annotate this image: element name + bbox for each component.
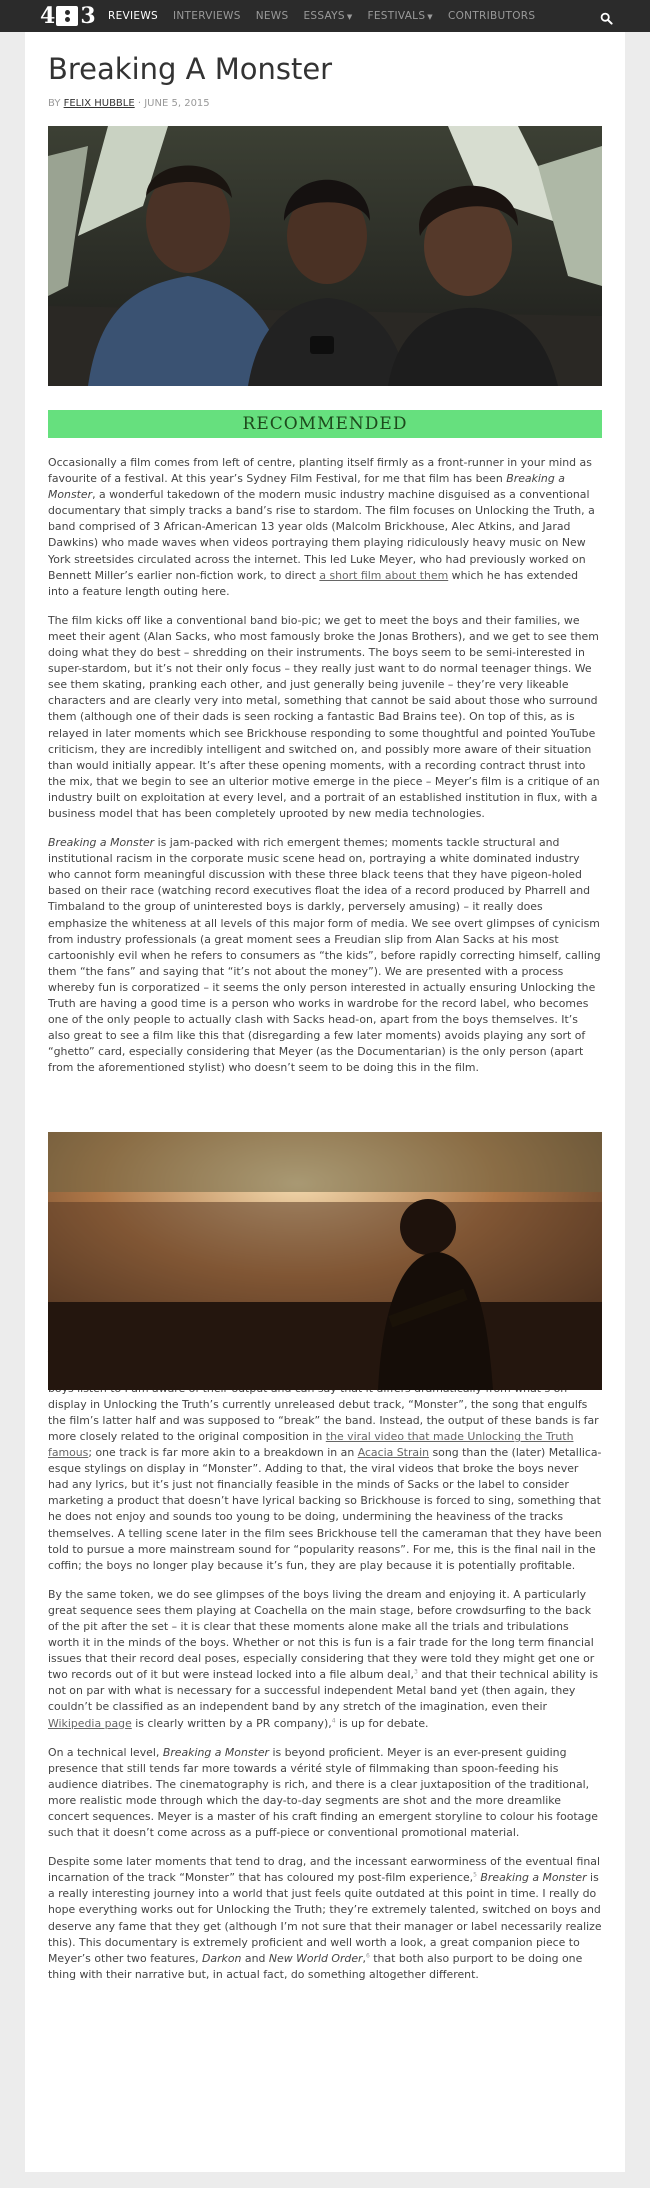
text-run: By the same token, we do see glimpses of the boys living the dream and enjoying it. A particularly great sequence sees them playing at Coachella on the main stage, before crowdsurfing to the back of the pit after the set – it is clear that these moments alone make all the trials and tribulations worth it in the minds of the boys. Whether or not this is fun is a fair trade for the long term financial issues that their record deal poses, especially considering that they were told they might get one or two records out of it but were instead locked into a file album deal, — [48, 1587, 595, 1682]
inline-link[interactable]: Wikipedia page — [48, 1716, 132, 1730]
paragraph-3 — [48, 835, 602, 1076]
nav-item-label: FESTIVALS — [367, 10, 426, 22]
main-nav — [108, 0, 550, 32]
emphasis-text: Darkon — [202, 1951, 242, 1965]
text-run: song than the (later) Metallica-esque stylings on display in “Monster”. Adding to that, the viral videos that broke the boys never had any lyrics, but it’s just not financially feasible in the minds of Sacks or the label to consider marketing a product that doesn’t have lyrical backing so Brickhouse is forced to sing, something that he does not enjoy and sounds too young to be doing, undermining the heaviness of the tracks themselves. A telling scene later in the film sees Brickhouse tell the cameraman that they have been told to pursue a more mainstream sound for “popularity reasons”. For me, this is the final nail in the coffin; the boys no longer play because it’s fun, they are play because it is potentially profitable. — [48, 1446, 602, 1572]
text-run: which he has extended into a feature length outing here. — [48, 568, 578, 598]
text-run: and — [241, 1951, 269, 1965]
search-icon[interactable] — [600, 12, 613, 25]
page-title: Breaking A Monster — [48, 52, 333, 86]
text-run: ; one track is far more akin to a breakdown in an — [88, 1446, 358, 1460]
author-link[interactable]: FELIX HUBBLE — [63, 98, 135, 109]
post-date: JUNE 5, 2015 — [144, 98, 210, 109]
text-run: , — [362, 1951, 366, 1965]
footnote-marker[interactable]: 3 — [413, 1668, 418, 1676]
top-navbar — [0, 0, 650, 32]
inline-link[interactable]: the viral video that made Unlocking the Truth famous — [48, 1429, 574, 1460]
emphasis-text: Breaking a Monster — [162, 1745, 269, 1759]
nav-item-festivals[interactable] — [368, 10, 433, 22]
nav-item-label: REVIEWS — [108, 10, 158, 22]
nav-item-news[interactable] — [256, 10, 289, 22]
byline-prefix: BY — [48, 98, 64, 109]
text-run: is jam-packed with rich emergent themes; moments tackle structural and institutional racism in the corporate music scene head on, portraying a white dominated industry who cannot form meaningful discussion with these three black teens that they have pigeon-holed based on their race (watching record executives float the idea of a record produced by Pharrell and Timbaland to the group of uninterested boys is darkly, perversely amusing) – it really does emphasize the whiteness at all levels of this major form of media. We see overt glimpses of cynicism from industry professionals (a great moment sees a Freudian slip from Alan Sacks at his most cartoonishly evil when he refers to consumers as “the kids”, before rapidly correcting himself, calling them “the fans” and saying that “it’s not about the money”). We are presented with a process whereby fun is corporatized – it seems the only person interested in actually ensuring Unlocking the Truth are having a good time is a person who works in wardrobe for the record label, who becomes one of the only people to actually clash with Sacks head-on, apart from the boys themselves. It’s also great to see a film like this that (disregarding a few later moments) avoids playing any sort of “ghetto” card, especially considering that Meyer (as the Documentarian) is the only person (apart from the aforementioned stylist) who doesn’t seem to be doing this in the film. — [48, 836, 601, 1075]
nav-item-reviews[interactable] — [108, 10, 158, 22]
footnote-marker[interactable]: 5 — [473, 1871, 477, 1879]
text-run: is clearly written by a PR company), — [131, 1716, 332, 1730]
paragraph-6 — [48, 1745, 602, 1842]
text-run: , a wonderful takedown of the modern music industry machine disguised as a conventional documentary that simply tracks a band’s rise to stardom. The film focuses on Unlocking the Truth, a band comprised of 3 African-American 13 year olds (Malcolm Brickhouse, Alec Atkins, and Jarad Dawkins) who made waves when videos portraying them playing ridiculously heavy music on New York streetsides circulated across the internet. This led Luke Meyer, who had previously worked on Bennett Miller’s earlier non-fiction work, to direct — [48, 488, 595, 582]
chevron-down-icon: ▼ — [346, 13, 353, 21]
text-run: On a technical level, — [48, 1745, 163, 1759]
paragraph-5 — [48, 1587, 602, 1732]
logo-colon-icon — [56, 6, 78, 26]
emphasis-text: Breaking a Monster — [48, 472, 565, 502]
nav-item-contributors[interactable] — [448, 10, 535, 22]
logo-digit-right: 3 — [80, 3, 95, 29]
emphasis-text: Breaking a Monster — [480, 1871, 587, 1885]
concert-image — [48, 1132, 602, 1390]
nav-item-label: CONTRIBUTORS — [447, 10, 536, 22]
article-card — [25, 32, 625, 2172]
text-run: Occasionally a film comes from left of centre, planting itself firmly as a front-runner in your mind as favourite of a festival. At this year’s Sydney Film Festival, for me that film has been — [48, 456, 592, 486]
nav-item-essays[interactable] — [303, 10, 352, 22]
nav-item-label: ESSAYS — [303, 10, 345, 22]
text-run: is up for debate. — [335, 1716, 429, 1730]
paragraph-2: The film kicks off like a conventional band bio-pic; we get to meet the boys and their families, we meet their agent (Alan Sacks, who most famously broke the Jonas Brothers), and we get to see them doing what they do best – shredding on their instruments. The boys seem to be semi-interested in super-stardom, but it’s not their only focus – they really just want to do normal teenager things. We see them skating, pranking each other, and just generally being juvenile – they’re very likeable characters and are clearly very into metal, something that cannot be said about those who surround them (although one of their dads is seen rocking a fantastic Bad Brains tee). On top of this, as is relayed in later moments which see Brickhouse responding to some thoughtful and pointed YouTube criticism, they are incredibly intelligent and switched on, and possibly more aware of their situation than would initially appear. It’s after these opening moments, with a recording contract thrust into the mix, that we begin to see an ulterior motive emerge in the piece – Meyer’s film is a critique of an industry built on exploitation at every level, and a portrait of an established institution in flux, with a business model that has been completely uprooted by new media technologies. — [48, 613, 600, 820]
chevron-down-icon: ▼ — [427, 13, 433, 21]
nav-item-interviews[interactable] — [173, 10, 241, 22]
byline — [48, 98, 210, 109]
text-run: Despite some later moments that tend to drag, and the incessant earworminess of the eventual final incarnation of the track “Monster” that has coloured my post-film experience, — [48, 1855, 601, 1885]
byline-separator: · — [134, 98, 145, 109]
footnote-marker[interactable]: 6 — [366, 1952, 370, 1960]
text-run: and that their technical ability is not on par with what is necessary for a successful independent Metal band yet (then again, they couldn’t be classified as an independent band by any stretch of the imagination, even their — [48, 1668, 599, 1714]
inline-link[interactable]: a short film about them — [319, 568, 449, 582]
text-run: display in Unlocking the Truth’s currently unreleased debut track, “Monster”, the song that engulfs the film’s latter half and was supposed to “break” the band. Instead, the output of these bands is far more closely related to the original composition in — [48, 1397, 599, 1443]
recommended-banner: RECOMMENDED — [48, 410, 602, 438]
site-logo[interactable] — [40, 3, 95, 29]
text-run: is a really interesting journey into a world that just feels quite outdated at this point in time. I really do hope everything works out for Unlocking the Truth; they’re extremely talented, switched on boys and deserve any fame that they get (although I’m not sure that their manager or label necessarily realize this). This documentary is extremely proficient and well worth a look, a great companion piece to Meyer’s other two features, — [48, 1871, 602, 1965]
text-run: that both also purport to be doing one thing with their narrative but, in actual fact, do something altogether different. — [48, 1951, 583, 1981]
paragraph-1 — [48, 455, 602, 600]
nav-item-label: NEWS — [255, 10, 289, 22]
logo-digit-left: 4 — [40, 3, 55, 29]
paragraph-7 — [48, 1854, 602, 1983]
text-run: is beyond proficient. Meyer is an ever-present guiding presence that still tends far more towards a vérité style of filmmaking than spoon-feeding his audience diatribes. The cinematography is rich, and there is a clear juxtaposition of the traditional, more realistic mode through which the day-to-day segments are shot and the more dreamlike concert sequences. Meyer is a master of his craft finding an emergent storyline to colour his footage such that it doesn’t come across as a puff-piece or conventional promotional material. — [48, 1745, 598, 1840]
inline-link[interactable]: Acacia Strain — [357, 1446, 430, 1460]
hero-image — [48, 126, 602, 386]
emphasis-text: New World Order — [268, 1951, 363, 1965]
emphasis-text: Breaking a Monster — [48, 836, 155, 850]
nav-item-label: INTERVIEWS — [173, 10, 241, 22]
footnote-marker[interactable]: 4 — [331, 1716, 336, 1724]
